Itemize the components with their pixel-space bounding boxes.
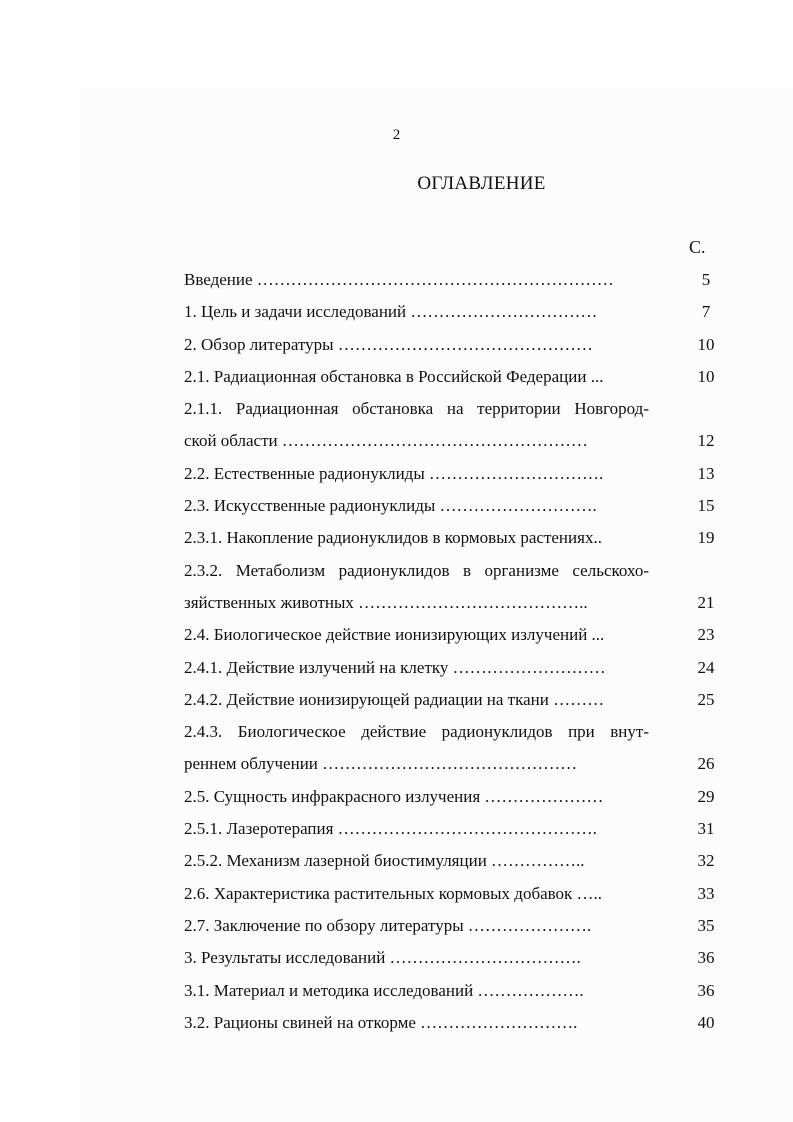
toc-entry-title: 2.6. Характеристика растительных кормовых добавок ….. [184,883,603,903]
toc-entry [184,464,719,496]
toc-entry [184,658,719,690]
toc-entry [184,754,719,786]
toc-entry [184,787,719,819]
toc-entry-title: 2.3. Искусственные радионуклиды ………………………. [184,496,597,516]
toc-entry-title: 2.4.3. Биологическое действие радионуклидов при внут- [184,722,649,742]
toc-entry-title: 2. Обзор литературы ……………………………………… [184,334,593,354]
toc-entry [184,884,719,916]
toc-entry-title: 2.4.2. Действие ионизирующей радиации на ткани ……… [184,689,605,709]
toc-entry-page: 25 [697,689,715,709]
toc-entry-title: 1. Цель и задачи исследований …………………………… [184,302,598,322]
toc-entry [184,916,719,948]
toc-entry [184,722,719,754]
toc-entry-page: 36 [697,948,715,968]
page-title: ОГЛАВЛЕНИЕ [417,173,546,194]
toc-entry-title: 2.3.2. Метаболизм радионуклидов в организме сельскохо- [184,560,649,580]
toc-entry-page: 19 [697,528,715,548]
toc-entry-title: 3.2. Рационы свиней на откорме ………………………. [184,1012,578,1032]
toc-entry [184,981,719,1013]
toc-entry-page: 13 [697,463,715,483]
table-of-contents [184,270,719,1045]
toc-entry-page: 32 [697,851,715,871]
toc-entry-title: 2.5. Сущность инфракрасного излучения ………………… [184,786,604,806]
toc-entry [184,367,719,399]
toc-entry [184,593,719,625]
toc-entry [184,496,719,528]
page-number: 2 [392,127,401,143]
toc-entry-title: 2.2. Естественные радионуклиды …………………………. [184,463,604,483]
page-column-header: С. [689,237,706,257]
toc-entry-page: 5 [701,270,711,289]
toc-entry-page: 23 [697,625,715,645]
toc-entry-page: 7 [701,302,711,322]
toc-entry-title: 3.1. Материал и методика исследований ………………. [184,980,584,1000]
toc-entry [184,851,719,883]
toc-entry-title: 2.4.1. Действие излучений на клетку ……………………… [184,657,606,677]
toc-entry [184,948,719,980]
toc-entry-page: 21 [697,592,715,612]
toc-entry [184,625,719,657]
toc-entry [184,270,719,302]
toc-entry-page: 29 [697,786,715,806]
toc-entry-title: 2.1.1. Радиационная обстановка на территории Новгород- [184,399,649,419]
toc-entry-page: 36 [697,980,715,1000]
toc-entry-page: 12 [697,431,715,451]
toc-entry-page: 31 [697,819,715,839]
toc-entry-title: 2.7. Заключение по обзору литературы …………………. [184,915,592,935]
toc-entry-title: ской области ……………………………………………… [184,431,588,451]
toc-entry [184,528,719,560]
toc-entry-title: 3. Результаты исследований ……………………………. [184,948,581,968]
toc-entry [184,819,719,851]
toc-entry [184,335,719,367]
toc-entry-title: 2.5.2. Механизм лазерной биостимуляции …………….. [184,851,585,871]
toc-entry-page: 10 [697,334,715,354]
toc-entry [184,399,719,431]
toc-entry-page: 10 [697,366,715,386]
toc-entry-page: 33 [697,883,715,903]
toc-entry-page: 26 [697,754,715,774]
toc-entry [184,561,719,593]
toc-entry-page: 15 [697,496,715,516]
toc-entry-page: 40 [697,1012,715,1032]
toc-entry [184,1013,719,1045]
toc-entry-title: 2.5.1. Лазеротерапия ………………………………………. [184,819,597,839]
toc-entry [184,302,719,334]
toc-entry-title: зяйственных животных ………………………………….. [184,592,588,612]
toc-entry-page: 35 [697,915,715,935]
toc-entry-title: Введение ……………………………………………………… [184,270,614,289]
toc-entry-title: 2.4. Биологическое действие ионизирующих излучений ... [184,625,605,645]
toc-entry-title: 2.3.1. Накопление радионуклидов в кормовых растениях.. [184,528,602,548]
toc-entry [184,690,719,722]
toc-entry-title: реннем облучении ……………………………………… [184,754,578,774]
toc-entry-page: 24 [697,657,715,677]
toc-entry-title: 2.1. Радиационная обстановка в Российской Федерации ... [184,366,604,386]
toc-entry [184,431,719,463]
